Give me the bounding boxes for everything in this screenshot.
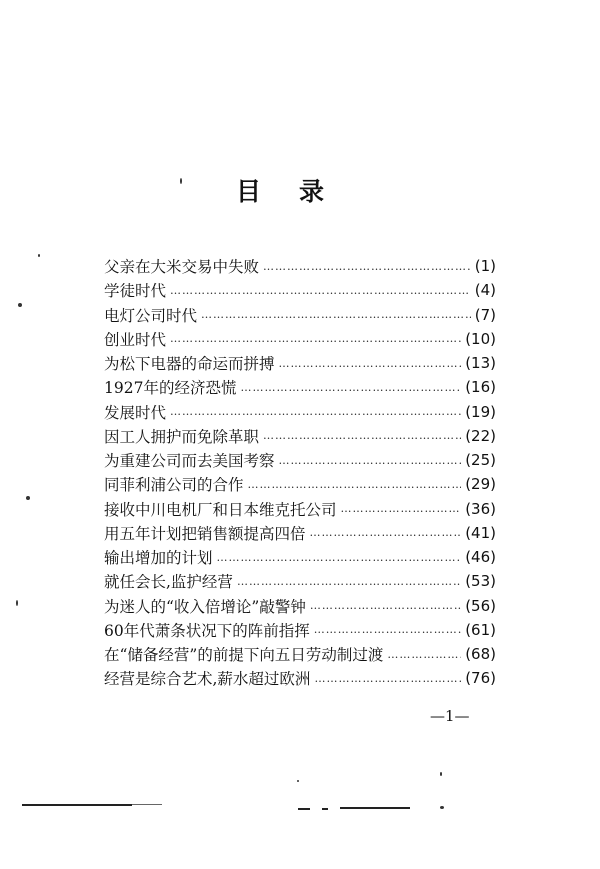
- toc-entry: [104, 327, 496, 351]
- dot-leader: [237, 576, 461, 587]
- dot-leader: [170, 406, 461, 417]
- scan-speck: [297, 780, 299, 782]
- toc-entry-title: 在“储备经营”的前提下向五日劳动制过渡: [104, 646, 384, 665]
- scan-speck: [38, 254, 40, 257]
- scan-speck: [26, 496, 30, 500]
- toc-entry-title: 输出增加的计划: [104, 549, 213, 568]
- toc-entry: [104, 594, 496, 618]
- dot-leader: [279, 358, 462, 369]
- toc-entry-page: (4): [474, 281, 496, 300]
- toc-entry-page: (68): [465, 645, 496, 664]
- toc-entry-title: 电灯公司时代: [104, 306, 198, 325]
- toc-entry: [104, 666, 496, 690]
- toc-entry-page: (36): [465, 499, 496, 518]
- toc-entry-page: (29): [465, 475, 496, 494]
- dot-leader: [240, 382, 461, 393]
- toc-entry-title: 为迷人的“收入倍增论”敲警钟: [104, 597, 306, 616]
- toc-entry-page: (13): [465, 354, 496, 373]
- toc-entry-title: 因工人拥护而免除革职: [104, 427, 260, 446]
- scan-speck: [440, 772, 442, 776]
- dot-leader: [310, 527, 462, 538]
- toc-entry-page: (1): [474, 257, 496, 276]
- toc-entry-title: 为松下电器的命运而拼搏: [104, 355, 275, 374]
- toc-entry: [104, 303, 496, 327]
- toc-entry-title: 接收中川电机厂和日本维克托公司: [104, 500, 337, 519]
- dot-leader: [170, 285, 471, 296]
- toc-entry-title: 为重建公司而去美国考察: [104, 452, 275, 471]
- toc-entry-title: 学徒时代: [104, 282, 167, 301]
- dot-leader: [201, 309, 471, 320]
- dot-leader: [314, 673, 461, 684]
- toc-entry-title: 60年代萧条状况下的阵前指挥: [104, 621, 310, 640]
- table-of-contents: [104, 254, 496, 691]
- dot-leader: [217, 552, 462, 563]
- toc-entry-page: (7): [474, 305, 496, 324]
- toc-entry-title: 1927年的经济恐慌: [104, 379, 237, 398]
- toc-entry: [104, 351, 496, 375]
- toc-entry-title: 发展时代: [104, 403, 167, 422]
- toc-entry: [104, 472, 496, 496]
- toc-entry: [104, 497, 496, 521]
- toc-entry: [104, 448, 496, 472]
- toc-heading: [236, 172, 324, 208]
- toc-entry-title: 经营是综合艺术,薪水超过欧洲: [104, 670, 311, 689]
- dot-leader: [248, 479, 462, 490]
- toc-entry-page: (22): [465, 426, 496, 445]
- toc-entry: [104, 618, 496, 642]
- toc-entry-page: (76): [465, 669, 496, 688]
- toc-entry-page: (19): [465, 402, 496, 421]
- toc-entry-page: (46): [465, 548, 496, 567]
- dot-leader: [314, 624, 461, 635]
- scan-edge-line: [322, 808, 328, 810]
- page-number: —1—: [430, 707, 470, 725]
- scan-edge-line: [22, 804, 132, 806]
- toc-entry: [104, 278, 496, 302]
- toc-entry: [104, 400, 496, 424]
- dot-leader: [263, 430, 461, 441]
- scan-speck: [180, 178, 182, 184]
- toc-entry: [104, 254, 496, 278]
- toc-entry: [104, 521, 496, 545]
- toc-entry: [104, 642, 496, 666]
- toc-entry: [104, 569, 496, 593]
- dot-leader: [310, 600, 461, 611]
- scan-edge-line: [340, 807, 410, 809]
- toc-entry-page: (53): [465, 572, 496, 591]
- dot-leader: [279, 455, 462, 466]
- dot-leader: [263, 261, 471, 272]
- toc-entry-page: (25): [465, 451, 496, 470]
- toc-heading-char-2: 录: [299, 177, 325, 206]
- dot-leader: [341, 503, 462, 514]
- scan-speck: [16, 600, 18, 606]
- toc-entry: [104, 424, 496, 448]
- toc-entry-title: 创业时代: [104, 330, 167, 349]
- toc-entry-title: 就任会长,监护经营: [104, 573, 233, 592]
- scan-speck: [18, 303, 22, 307]
- toc-entry-page: (10): [465, 329, 496, 348]
- toc-entry-title: 父亲在大米交易中失败: [104, 258, 260, 277]
- toc-entry-page: (61): [465, 620, 496, 639]
- toc-heading-char-1: 目: [236, 177, 262, 206]
- toc-entry-title: 用五年计划把销售额提高四倍: [104, 524, 306, 543]
- scan-edge-line: [298, 808, 310, 810]
- dot-leader: [170, 333, 461, 344]
- scan-speck: [440, 806, 444, 809]
- toc-entry-page: (16): [465, 378, 496, 397]
- toc-entry-title: 同菲利浦公司的合作: [104, 476, 244, 495]
- dot-leader: [387, 649, 461, 660]
- scan-edge-line: [132, 804, 162, 805]
- toc-entry-page: (56): [465, 596, 496, 615]
- toc-entry: [104, 375, 496, 399]
- toc-entry-page: (41): [465, 523, 496, 542]
- toc-entry: [104, 545, 496, 569]
